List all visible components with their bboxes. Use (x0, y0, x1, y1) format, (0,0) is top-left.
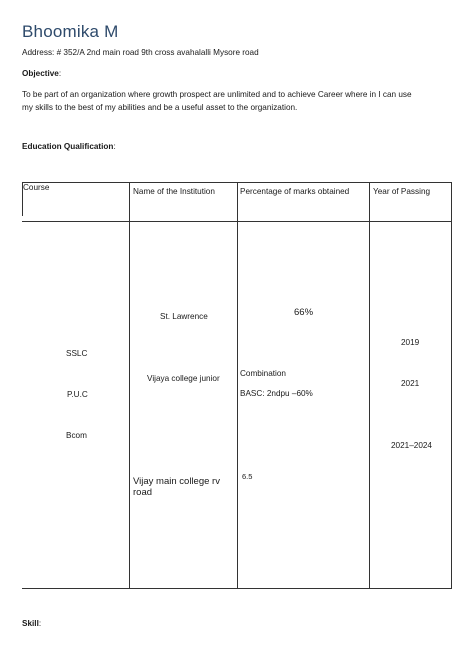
course-puc: P.U.C (67, 390, 88, 399)
column-divider-2 (237, 182, 238, 588)
header-institution: Name of the Institution (133, 187, 215, 196)
table-bottom-border (22, 588, 452, 589)
marks-bcom: 6.5 (242, 472, 253, 481)
institution-st-lawrence: St. Lawrence (160, 312, 208, 321)
header-course: Course (23, 183, 50, 192)
objective-text: To be part of an organization where growth prospect are unlimited and to achieve Career where in I can use my skills to the best of my abilities and be a useful asset to the organization. (22, 90, 412, 112)
table-right-border (451, 182, 452, 588)
education-heading: Education Qualification: (22, 142, 116, 151)
year-puc: 2021 (401, 379, 420, 388)
marks-puc: BASC: 2ndpu –60% (240, 389, 313, 398)
column-divider-1 (129, 182, 130, 588)
marks-combination-label: Combination (240, 369, 286, 378)
skill-heading: Skill: (22, 619, 42, 628)
marks-sslc: 66% (294, 307, 314, 318)
course-bcom: Bcom (66, 431, 87, 440)
year-bcom: 2021–2024 (391, 441, 432, 450)
address-line: Address: # 352/A 2nd main road 9th cross avahalalli Mysore road (22, 48, 259, 57)
objective-heading: Objective: (22, 69, 62, 78)
education-heading-label: Education Qualification (22, 142, 114, 151)
institution-vijay-main: Vijay main college rv road (133, 476, 220, 498)
column-divider-3 (369, 182, 370, 588)
objective-heading-label: Objective (22, 69, 59, 78)
year-sslc: 2019 (401, 338, 420, 347)
candidate-name: Bhoomika M (22, 22, 119, 41)
course-sslc: SSLC (66, 349, 88, 358)
header-percentage: Percentage of marks obtained (240, 187, 350, 196)
skill-heading-label: Skill (22, 619, 39, 628)
header-year: Year of Passing (373, 187, 431, 196)
institution-vijaya-junior: Vijaya college junior (147, 374, 220, 383)
